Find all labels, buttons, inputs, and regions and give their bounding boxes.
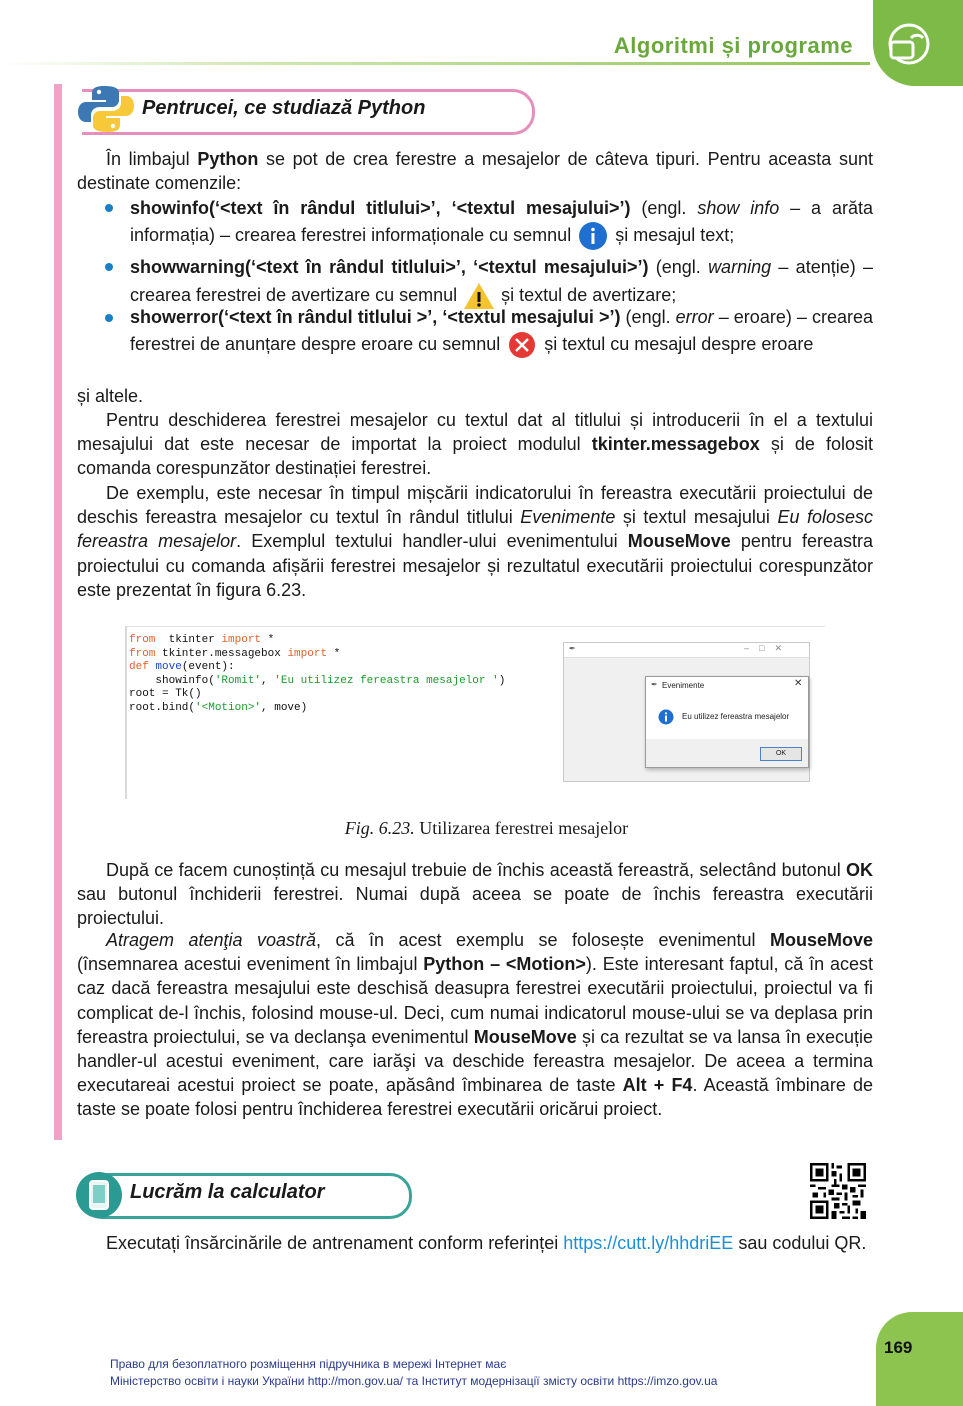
- para-text: După ce facem cunoștință cu mesajul trebuie de închis această fereastră, selectând butonul: [106, 860, 846, 880]
- code-token: import: [287, 647, 328, 660]
- para-italic: Evenimente: [520, 507, 616, 528]
- intro-text-2: se pot de crea ferestre a mesajelor de câteva tipuri. Pentru aceasta sunt destinate comenzile:: [77, 149, 873, 194]
- bullet-dot: [105, 314, 113, 322]
- code-token: ,: [261, 674, 275, 687]
- bullet-dot: [105, 204, 113, 212]
- caption-text: Utilizarea ferestrei mesajelor: [414, 818, 629, 838]
- chapter-icon: [885, 20, 933, 68]
- para-italic: Eu folosesc fereastra mesajelor: [77, 507, 873, 552]
- bullet-engl-term: warning: [708, 257, 772, 277]
- after-bullets-text: și altele.: [77, 386, 144, 406]
- dialog-button-area: [646, 739, 808, 767]
- para-text: De exemplu, este necesar în timpul mișcării indicatorului în fereastra executării proiectului de deschis fereastra mesajelor cu textul în rândul titlului: [77, 483, 873, 528]
- code-token: *: [327, 647, 341, 660]
- para-text: sau codului QR.: [733, 1233, 867, 1253]
- intro-python: Python: [197, 149, 259, 169]
- calculator-section-title: Lucrăm la calculator: [130, 1181, 325, 1203]
- para-text: pentru fereastra proiectului cu comanda afișării ferestrei mesajelor și rezultatul executării proiectului corespunzător este prezentat în figura 6.23.: [77, 531, 873, 600]
- tablet-icon-badge: [76, 1172, 122, 1218]
- section-side-bar: [54, 84, 62, 1140]
- code-token: root = Tk(): [129, 688, 202, 700]
- code-token: , move): [261, 701, 308, 714]
- bullet-description: – eroare) – crearea ferestrei de anunțare despre eroare cu semnul: [130, 307, 873, 354]
- feather-icon: ✒: [569, 644, 576, 653]
- calculator-paragraph: [77, 1231, 873, 1255]
- para-text: , că în acest exemplu se folosește evenimentul: [316, 930, 770, 950]
- bullet-tail: și textul cu mesajul despre eroare: [539, 334, 814, 354]
- paragraph-module: [77, 408, 873, 481]
- code-token: showinfo(: [129, 674, 215, 687]
- dialog-message: Eu utilizez fereastra mesajelor: [682, 712, 790, 721]
- info-icon: [576, 221, 610, 251]
- para-text: . Exemplul textului handler-ului evenimentului: [236, 531, 628, 552]
- figure-editor-gutter: [125, 626, 127, 799]
- event-name: MouseMove: [627, 531, 731, 552]
- para-text: (însemnarea acestui eveniment în limbajul: [77, 954, 424, 975]
- para-text: sau butonul închiderii ferestrei. Numai după aceea se poate de închis fereastra executării proiectului.: [77, 884, 873, 929]
- python-motion: Python – <Motion>: [423, 954, 586, 975]
- ok-button[interactable]: OK: [760, 747, 802, 761]
- bullet-description: – a arăta informația) – crearea ferestrei informaționale cu semnul: [130, 198, 873, 245]
- para-italic: Atragem atenţia voastră: [106, 930, 317, 950]
- intro-text-1: În limbajul: [106, 149, 198, 169]
- window-controls-icon: – □ ✕: [744, 643, 782, 653]
- code-line: [129, 661, 505, 675]
- code-token: *: [261, 634, 275, 646]
- bullet-engl-term: error: [675, 307, 714, 327]
- para-text: și textul mesajului: [615, 507, 778, 528]
- paragraph-attention: [77, 928, 873, 1122]
- bullet-tail: și textul de avertizare;: [496, 284, 677, 305]
- bullet-dot: [105, 263, 113, 271]
- para-text: ). Este interesant faptul, că în acest caz dacă fereastra mesajului este deschisă deasupra ferestrei executării proiectului, proiectul va fi complicat de-l închis, folosind mouse-ul. Deci, cum numai indicatorul mouse-ului se va deplasa prin fereastra proiectului, se va declanşa evenimentul: [77, 954, 873, 1047]
- code-token: move: [155, 661, 182, 673]
- bullet-command: showinfo(‘<text în rândul titlului>’, ‘<textul mesajului>’): [130, 198, 631, 218]
- bullet-showwarning: [130, 254, 873, 311]
- code-token: from: [129, 647, 156, 660]
- para-text: și ca rezultat se va lansa în execuție handler-ul acestui eveniment, care iarăşi va deschide fereastra mesajelor. De aceea a termina executareai acestui proiect se poate, apăsând îmbinarea de taste: [77, 1026, 874, 1096]
- bullet-showinfo: [130, 195, 873, 251]
- message-dialog: [645, 676, 809, 768]
- code-token: ): [498, 674, 506, 687]
- figure-caption: [0, 818, 963, 839]
- code-token: tkinter.messagebox: [155, 647, 288, 660]
- bullet-engl-term: show info: [697, 198, 780, 218]
- page-number-tab: [876, 1312, 963, 1406]
- header-rule: [0, 62, 870, 65]
- intro-paragraph: [77, 147, 873, 195]
- code-line: [129, 688, 505, 702]
- ok-bold: OK: [846, 860, 873, 880]
- key-combo: Alt + F4: [622, 1075, 693, 1096]
- bullet-command: showerror(‘<text în rândul titlului >’, ‘<textul mesajului >’): [130, 307, 621, 327]
- bullet-command: showwarning(‘<text în rândul titlului>’, ‘<textul mesajului>’): [130, 257, 649, 277]
- code-token: (event):: [181, 661, 235, 673]
- code-token: '<Motion>': [195, 701, 262, 714]
- error-icon: [505, 331, 539, 359]
- code-line: [129, 634, 505, 648]
- figure-menubar: [125, 616, 825, 627]
- footer-license-line: Право для безоплатного розміщення підручника в мережі Інтернет має: [110, 1357, 507, 1371]
- code-line: [129, 648, 505, 662]
- dialog-title: Evenimente: [662, 681, 705, 690]
- figure-window-titlebar: [125, 604, 825, 616]
- code-listing: [129, 634, 505, 715]
- bullet-engl-prefix: (engl.: [648, 257, 709, 277]
- event-name: MouseMove: [473, 1026, 577, 1047]
- code-token: tkinter: [155, 634, 222, 646]
- paragraph-example: [77, 481, 873, 602]
- para-text: Pentru deschiderea ferestrei mesajelor cu textul dat al titlului și introducerii în el a textului mesajului dat este necesar de importat la proiect modulul: [77, 410, 873, 455]
- tablet-icon: [76, 1172, 122, 1218]
- python-logo-icon: [76, 82, 136, 136]
- code-token: def: [129, 661, 149, 673]
- python-section-title: Pentrucei, ce studiază Python: [142, 97, 426, 119]
- code-line: [129, 702, 505, 716]
- caption-number: Fig. 6.23.: [344, 818, 415, 838]
- code-token: from: [129, 634, 156, 646]
- event-name: MouseMove: [769, 930, 874, 950]
- code-token: root.bind(: [129, 701, 196, 714]
- info-icon: [658, 709, 674, 725]
- feather-icon: ✒: [651, 680, 658, 689]
- chapter-title: Algoritmi și programe: [613, 33, 853, 58]
- para-text: și de folosit comanda corespunzător destinației ferestrei.: [77, 434, 873, 479]
- close-icon: ✕: [794, 678, 803, 689]
- module-name: tkinter.messagebox: [591, 434, 760, 455]
- qr-code[interactable]: [810, 1163, 866, 1219]
- para-text: . Această îmbinare de taste se poate folosi pentru închiderea ferestrei executării oricărui proiect.: [77, 1075, 873, 1120]
- bullet-engl-prefix: (engl.: [620, 307, 676, 327]
- bullet-description: – atenție) – crearea ferestrei de avertizare cu semnul: [130, 257, 874, 305]
- figure-screenshot: [125, 604, 825, 799]
- code-token: 'Romit': [214, 674, 262, 687]
- tk-root-titlebar: [564, 643, 809, 658]
- bullet-showerror: [130, 304, 873, 359]
- para-text: Executați însărcinările de antrenament conform referinței: [106, 1233, 564, 1253]
- footer-ministry-line: Міністерство освіти і науки України http://mon.gov.ua/ та Інститут модернізації змісту освіти https://imzo.gov.ua: [110, 1374, 718, 1388]
- page-number: 169: [884, 1338, 913, 1357]
- code-line: [129, 675, 505, 689]
- code-token: import: [221, 634, 262, 646]
- bullet-engl-prefix: (engl.: [630, 198, 698, 218]
- code-token: 'Eu utilizez fereastra mesajelor ': [274, 674, 499, 687]
- exercise-link[interactable]: https://cutt.ly/hhdriEE: [563, 1233, 734, 1253]
- paragraph-close-window: [77, 858, 873, 931]
- bullet-tail: și mesajul text;: [610, 224, 735, 245]
